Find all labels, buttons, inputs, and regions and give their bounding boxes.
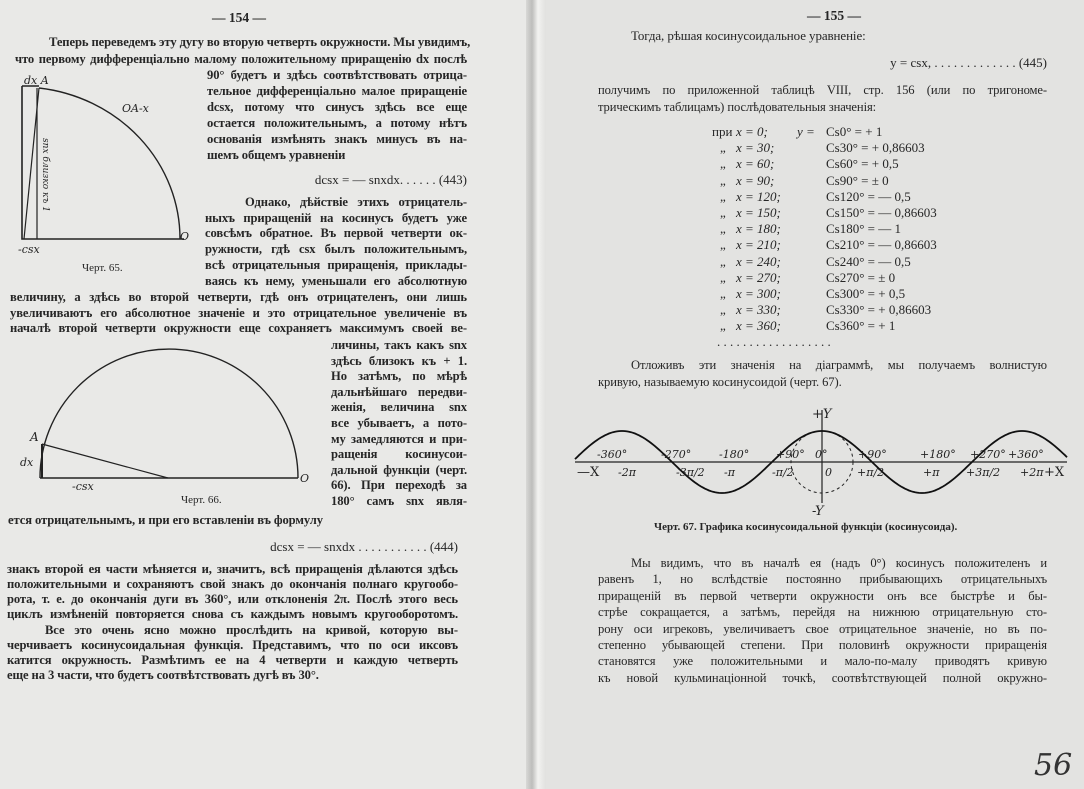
equation-443: dcsx = — snxdx. . . . . . (443) bbox=[314, 172, 467, 187]
equation-444: dcsx = — snxdx . . . . . . . . . . . (444) bbox=[270, 539, 458, 554]
text-line: здѣсь близокъ къ + 1. bbox=[331, 353, 467, 368]
text-line: рону оси игрековъ, увеличиваетъ свое отрицательное значеніе, но въ по- bbox=[598, 621, 1047, 636]
radian-tick-label: -π bbox=[724, 466, 735, 479]
text-line: 66). При переходѣ за bbox=[331, 478, 467, 493]
radian-tick-label: +π bbox=[923, 466, 940, 479]
handwritten-page-number: 56 bbox=[1034, 748, 1073, 783]
text-line: всѣ отрицательныя приращенія, приклады- bbox=[205, 257, 467, 272]
text-line: степенно убывающей степени. При половинѣ окружности приращенія bbox=[598, 638, 1047, 652]
table-prefix: „ bbox=[720, 269, 726, 285]
table-x: x = 240; bbox=[736, 253, 781, 269]
table-x: x = 60; bbox=[736, 156, 775, 172]
fig66-label-a: A bbox=[30, 430, 39, 444]
table-x: x = 0; bbox=[736, 124, 768, 139]
text-line: Отложивъ эти значенія на діаграммѣ, мы получаемъ волнистую bbox=[631, 358, 1047, 372]
text-line: остается положительнымъ, а потому нѣтъ bbox=[207, 115, 467, 130]
table-y: y = bbox=[797, 124, 815, 139]
text-line: ружности, гдѣ csx былъ положительнымъ, bbox=[205, 242, 467, 257]
table-prefix: „ bbox=[720, 221, 726, 237]
text-line: получимъ по приложенной таблицѣ VIII, стр. 156 (или по тригономе- bbox=[598, 83, 1047, 97]
equation-445: y = csx, . . . . . . . . . . . . . (445) bbox=[890, 55, 1047, 70]
table-x: x = 270; bbox=[736, 269, 781, 285]
x-plus-label: +X bbox=[1044, 465, 1065, 480]
fig65-label-o: O bbox=[180, 230, 190, 243]
radian-tick-label: +2π bbox=[1020, 466, 1044, 479]
text-line: 180° самъ snx явля- bbox=[331, 494, 467, 508]
table-x: x = 210; bbox=[736, 237, 781, 253]
text-line: циклъ измѣненій повторяется снова съ каждымъ новымъ кругооборотомъ. bbox=[7, 607, 458, 621]
table-prefix: „ bbox=[720, 188, 726, 204]
page-number: — 154 — bbox=[212, 10, 266, 25]
table-value: Cs360° = + 1 bbox=[826, 318, 896, 334]
text-line: совсѣмъ обратное. Въ первой четверти ок- bbox=[205, 226, 467, 241]
degree-tick-label: -270° bbox=[661, 448, 692, 461]
text-line: Однако, дѣйствіе этихъ отрицатель- bbox=[245, 195, 467, 209]
y-plus-label: +Y bbox=[812, 407, 832, 422]
radian-tick-label: -π/2 bbox=[772, 466, 794, 479]
fig65-label-oa: OA-x bbox=[122, 102, 149, 115]
radian-tick-label: -3π/2 bbox=[676, 466, 705, 479]
table-x: x = 180; bbox=[736, 221, 781, 237]
text-line: къ новой кульминаціонной точкѣ, соотвѣтствующей полной окружно- bbox=[598, 670, 1047, 685]
x-minus-label: —X bbox=[577, 465, 600, 480]
text-line: Все это очень ясно можно прослѣдить на кривой, которую вы- bbox=[45, 623, 458, 637]
degree-tick-label: -360° bbox=[597, 448, 628, 461]
fig65-caption: Черт. 65. bbox=[82, 262, 123, 274]
text-line: черчиваетъ косинусоидальная функція. Представимъ, что по оси иксовъ bbox=[7, 638, 458, 652]
table-prefix: „ bbox=[720, 302, 726, 318]
text-line: женія, величина snx bbox=[331, 400, 467, 415]
table-value: Cs0° = + 1 bbox=[826, 124, 883, 139]
text-line: Теперь переведемъ эту дугу во вторую четверть окружности. Мы увидимъ, bbox=[49, 35, 471, 49]
text-line: 90° будетъ и здѣсь соотвѣтствовать отрица- bbox=[207, 68, 467, 82]
table-prefix: „ bbox=[720, 172, 726, 188]
text-line: катится окружность. Размѣтимъ ее на 4 четверти и каждую четверть bbox=[7, 653, 458, 667]
table-value: Cs210° = — 0,86603 bbox=[826, 237, 937, 253]
text-line: дальной функціи (черт. bbox=[331, 462, 467, 477]
fig67-caption: Черт. 67. Графика косинусоидальной функціи (косинусоида). bbox=[654, 521, 958, 533]
text-line: увеличиваютъ его абсолютное значеніе и это отрицательное увеличеніе въ bbox=[10, 305, 467, 320]
degree-tick-label: +90° bbox=[858, 448, 887, 461]
text-line: трическимъ таблицамъ) послѣдовательныя значенія: bbox=[598, 100, 877, 114]
text-line: дальнѣйшаго передви- bbox=[331, 384, 467, 399]
table-x: x = 30; bbox=[736, 140, 775, 156]
degree-tick-label: -180° bbox=[719, 448, 750, 461]
degree-tick-label: +90° bbox=[776, 448, 805, 461]
fig65-label-csx: -csx bbox=[18, 243, 40, 256]
table-x: x = 90; bbox=[736, 172, 775, 188]
text-line: знакъ второй ея части мѣняется и, значитъ, всѣ приращенія дѣлаются здѣсь bbox=[7, 562, 458, 576]
table-prefix: „ bbox=[720, 253, 726, 269]
table-x: x = 360; bbox=[736, 318, 781, 334]
table-value: Cs270° = ± 0 bbox=[826, 269, 896, 285]
table-value: Cs330° = + 0,86603 bbox=[826, 302, 932, 318]
table-value: Cs30° = + 0,86603 bbox=[826, 140, 925, 156]
fig66-caption: Черт. 66. bbox=[181, 494, 222, 506]
table-x: x = 300; bbox=[736, 286, 781, 301]
table-value: Cs180° = — 1 bbox=[826, 221, 902, 237]
table-value: Cs120° = — 0,5 bbox=[826, 188, 911, 204]
degree-tick-label: +180° bbox=[920, 448, 956, 461]
degree-tick-label: +270° bbox=[970, 448, 1006, 461]
fig66-label-o: O bbox=[300, 472, 310, 485]
table-x: x = 150; bbox=[736, 205, 781, 220]
text-line: приращеній въ первой четверти окружности онъ все быстрѣе и бы- bbox=[598, 588, 1047, 603]
radian-tick-label: +3π/2 bbox=[966, 466, 1001, 479]
table-prefix: „ bbox=[720, 286, 726, 301]
table-prefix: „ bbox=[720, 205, 726, 220]
text-line: стрѣе сокращается, а затѣмъ, перейдя на нижнюю отрицательную сто- bbox=[598, 605, 1047, 620]
text-line: кривую, называемую косинусоидой (черт. 67). bbox=[598, 374, 842, 389]
text-line: величину, а здѣсь во второй четверти, гдѣ онъ отрицателенъ, они лишь bbox=[10, 290, 467, 304]
text-line: положительными и сохраняютъ свой знакъ до окончанія полнаго кругообо- bbox=[7, 577, 458, 591]
table-prefix: „ bbox=[720, 156, 726, 172]
table-value: Cs90° = ± 0 bbox=[826, 172, 889, 188]
text-line: тельное дифференціально малое приращеніе bbox=[207, 83, 467, 98]
page-number: — 155 — bbox=[807, 8, 861, 23]
table-value: Cs240° = — 0,5 bbox=[826, 253, 911, 269]
text-line: что первому дифференціально малому положительному приращенію dx послѣ bbox=[15, 52, 467, 66]
table-prefix: „ bbox=[720, 237, 726, 253]
radian-tick-label: +π/2 bbox=[857, 466, 885, 479]
fig66-label-dx: dx bbox=[20, 456, 34, 469]
degree-tick-label: +360° bbox=[1008, 448, 1044, 461]
text-line: Мы видимъ, что въ началѣ ея (надъ 0°) косинусъ положителенъ и bbox=[631, 556, 1047, 570]
text-line: все убываетъ, а пото- bbox=[331, 416, 467, 430]
fig66-label-csx: -csx bbox=[72, 480, 94, 493]
text-line: рота, т. е. до окончанія дуги въ 360°, или отклоненія 2π. Послѣ этого весь bbox=[7, 592, 458, 606]
table-continuation-dots: . . . . . . . . . . . . . . . . . . bbox=[717, 334, 831, 349]
text-line: основанія измѣнять знакъ минусъ въ на- bbox=[207, 131, 467, 146]
table-prefix: при bbox=[712, 124, 733, 139]
y-minus-label: -Y bbox=[812, 504, 824, 519]
origin-degree-label: 0° bbox=[815, 448, 828, 461]
text-line: равенъ 1, но вслѣдствіе постоянно прибывающихъ отрицательныхъ bbox=[598, 572, 1047, 587]
radian-tick-label: -2π bbox=[618, 466, 636, 479]
paragraph-2-tail: ется отрицательнымъ, и при его вставленіи въ формулу bbox=[8, 513, 323, 527]
table-value: Cs60° = + 0,5 bbox=[826, 156, 899, 172]
table-x: x = 120; bbox=[736, 188, 781, 204]
table-prefix: „ bbox=[720, 318, 726, 334]
intro-line: Тогда, рѣшая косинусоидальное уравненіе: bbox=[631, 28, 866, 43]
text-line: началѣ второй четверти окружности еще сохраняетъ максимумъ своей ве- bbox=[10, 321, 467, 335]
text-line: становятся уже положительными и мало-по-малу приводятъ кривую bbox=[598, 654, 1047, 669]
table-x: x = 330; bbox=[736, 302, 781, 318]
text-line: ваясь къ нему, уменьшали его абсолютную bbox=[205, 273, 467, 288]
table-value: Cs300° = + 0,5 bbox=[826, 286, 906, 301]
text-line: ныхъ приращеній на косинусъ будетъ уже bbox=[205, 210, 467, 225]
text-line: Но затѣмъ, по мѣрѣ bbox=[331, 369, 467, 384]
fig65-label-dx-a: dx A bbox=[24, 74, 49, 87]
fig65-label-sin: snx близко къ 1 bbox=[39, 138, 50, 212]
table-prefix: „ bbox=[720, 140, 726, 156]
text-line: му замедляются и при- bbox=[331, 431, 467, 446]
text-line: личины, такъ какъ snx bbox=[331, 338, 467, 352]
table-value: Cs150° = — 0,86603 bbox=[826, 205, 937, 220]
text-line: еще на 3 части, что будетъ соотвѣтствовать дугѣ въ 30°. bbox=[7, 668, 319, 682]
origin-label: 0 bbox=[825, 466, 832, 479]
text-line: шемъ общемъ уравненіи bbox=[207, 147, 346, 162]
text-line: ращенія косинусои- bbox=[331, 447, 467, 462]
text-line: dcsx, потому что синусъ здѣсь все еще bbox=[207, 99, 467, 114]
